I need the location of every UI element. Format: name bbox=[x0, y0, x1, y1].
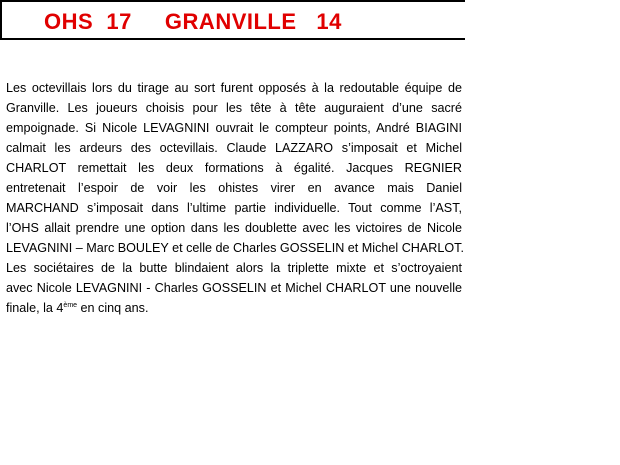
article-line: l’OHS allait prendre une option dans les doublette avec les victoires de Nicole bbox=[6, 221, 462, 235]
title-box bbox=[0, 0, 465, 40]
article-last-line bbox=[6, 298, 462, 318]
last-line-end: en cinq ans. bbox=[77, 301, 149, 315]
article-line: Les sociétaires de la butte blindaient alors la triplette mixte et s’octroyaient bbox=[6, 261, 462, 275]
article-line: LEVAGNINI – Marc BOULEY et celle de Charles GOSSELIN et Michel CHARLOT. bbox=[6, 241, 464, 255]
article-line: entretenait l’espoir de voir les ohistes virer en avance mais Daniel bbox=[6, 181, 462, 195]
ordinal-superscript: ème bbox=[63, 301, 78, 309]
match-score-title: OHS 17 GRANVILLE 14 bbox=[44, 9, 342, 34]
article-line: Granville. Les joueurs choisis pour les tête à tête auguraient d’une sacré bbox=[6, 101, 462, 115]
article-line: CHARLOT remettait les deux formations à égalité. Jacques REGNIER bbox=[6, 161, 462, 175]
article-line: MARCHAND s’imposait dans l’ultime partie individuelle. Tout comme l’AST, bbox=[6, 201, 462, 215]
article-line: avec Nicole LEVAGNINI - Charles GOSSELIN et Michel CHARLOT une nouvelle bbox=[6, 281, 462, 295]
article-line: empoignade. Si Nicole LEVAGNINI ouvrait le compteur points, André BIAGINI bbox=[6, 121, 462, 135]
article-text bbox=[6, 78, 462, 318]
article-line: Les octevillais lors du tirage au sort furent opposés à la redoutable équipe de bbox=[6, 81, 462, 95]
article-line: calmait les ardeurs des octevillais. Claude LAZZARO s’imposait et Michel bbox=[6, 141, 462, 155]
last-line-start: finale, la 4 bbox=[6, 301, 64, 315]
